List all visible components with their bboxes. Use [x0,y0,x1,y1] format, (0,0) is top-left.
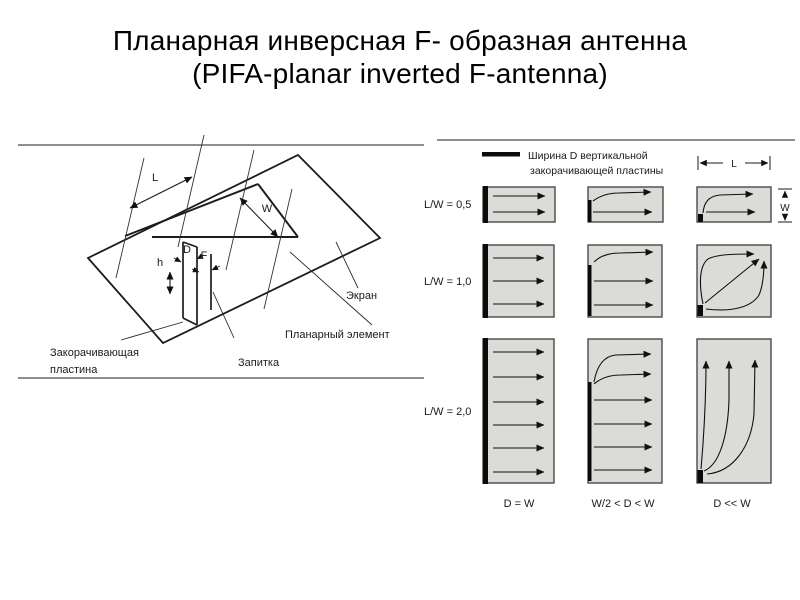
dim-label-L: L [151,172,159,184]
ground-plane [88,155,380,343]
cell-r2c2 [588,245,662,317]
shorting-bar [588,265,592,316]
figure-pifa-3d [0,130,425,390]
slide-title [0,24,800,90]
cell-r3c2 [588,339,662,483]
cell-r1c3 [697,187,771,222]
label-feed: Запитка [238,357,280,369]
shorting-bar [698,305,704,316]
figure-current-distribution [420,125,800,520]
col-label-0: D = W [503,498,535,510]
shorting-bar [483,244,488,318]
row-label-0: L/W = 0,5 [424,199,472,211]
row-label-1: L/W = 1,0 [424,276,472,288]
shorting-bar [483,186,488,223]
cell-r1c2 [588,187,663,222]
cell-r1c1 [483,186,555,223]
label-shorting-plate-line1: Закорачивающая [50,347,139,359]
dim-label-W: W [780,203,790,214]
dim-label-F: F [200,250,208,262]
legend-line1: Ширина D вертикальной [528,150,648,162]
slide-title-line2: (PIFA-planar inverted F-antenna) [192,58,608,89]
shorting-bar [698,214,703,222]
dimension-arrows [130,177,278,294]
dim-label-D: D [183,244,191,256]
label-screen: Экран [346,290,378,302]
shorting-bar [588,200,592,222]
label-planar-element: Планарный элемент [285,329,390,341]
cell-r2c1 [483,244,554,318]
cell-r3c3 [697,339,771,483]
row-label-2: L/W = 2,0 [424,406,472,418]
cell-r3c1 [483,338,554,484]
slide-title-line1: Планарная инверсная F- образная антенна [112,25,688,56]
col-label-2: D << W [713,498,751,510]
col-label-1: W/2 < D < W [591,498,655,510]
shorting-bar [588,382,592,481]
dim-label-L: L [731,159,737,170]
legend-line2: закорачивающей пластины [530,165,664,177]
label-shorting-plate-line2: пластина [50,364,98,376]
shorting-bar [698,470,704,483]
dim-label-W: W [261,203,273,215]
legend [482,150,663,177]
dimension-extension-lines [116,135,292,309]
cell-r2c3 [697,245,771,317]
dim-label-h: h [156,257,164,269]
legend-bar-swatch [482,152,520,157]
shorting-bar [483,338,488,484]
figure-frame-rules [18,145,424,378]
